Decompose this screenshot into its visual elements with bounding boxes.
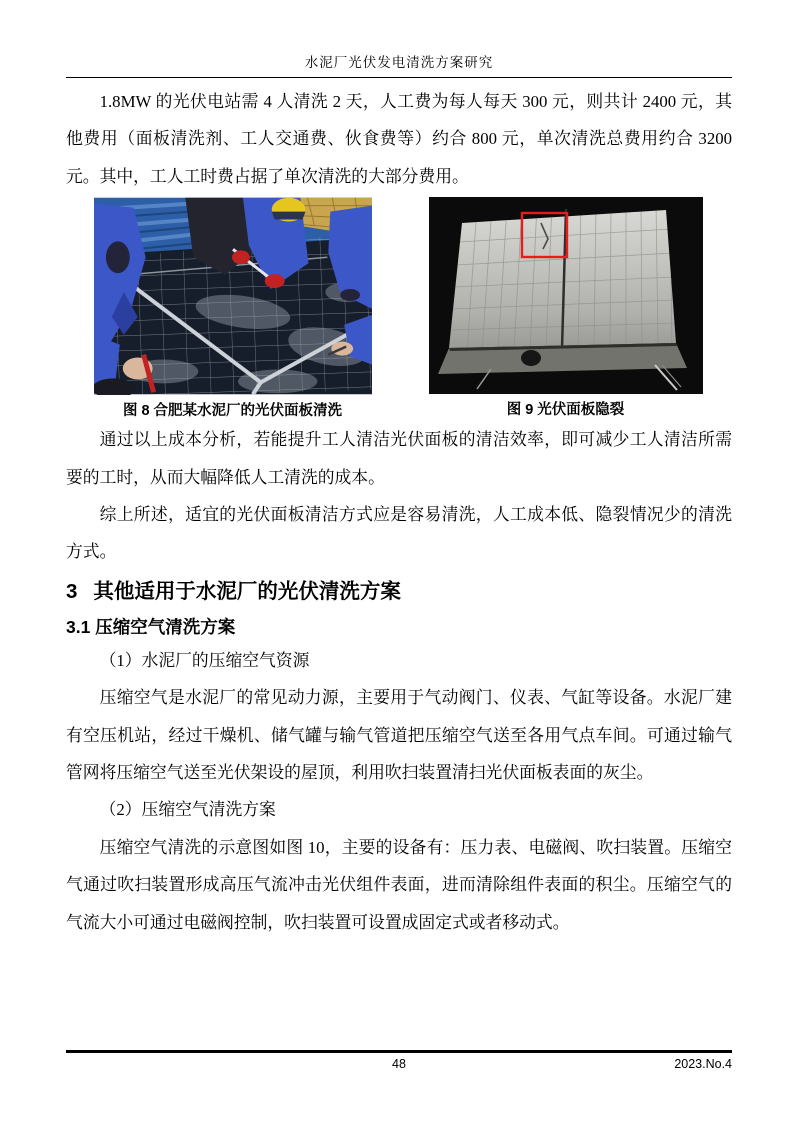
paragraph-cost-summary: 1.8MW 的光伏电站需 4 人清洗 2 天，人工费为每人每天 300 元，则共计 2400 元，其他费用（面板清洗剂、工人交通费、伙食费等）约合 800 元，单次清洗总费用约合 3200 元。其中，工人工时费占据了单次清洗的大部分费用。 xyxy=(66,92,732,186)
list-item-2: （2）压缩空气清洗方案 xyxy=(99,800,276,820)
figure-8-caption: 图 8 合肥某水泥厂的光伏面板清洗 xyxy=(122,403,343,420)
figure-8 xyxy=(66,197,399,421)
page-number: 48 xyxy=(392,1057,406,1071)
page-content xyxy=(66,54,732,941)
photo-panel-microcrack xyxy=(429,197,703,394)
figure-9 xyxy=(399,197,732,421)
figure-row xyxy=(66,197,732,421)
section-3-title: 其他适用于水泥厂的光伏清洗方案 xyxy=(93,579,401,603)
issue-number: 2023.No.4 xyxy=(674,1057,732,1071)
paragraph-conclusion: 综上所述，适宜的光伏面板清洁方式应是容易清洗，人工成本低、隐裂情况少的清洗方式。 xyxy=(66,505,732,562)
paragraph-cost-analysis: 通过以上成本分析，若能提升工人清洁光伏面板的清洁效率，即可减少工人清洁所需要的工时，从而大幅降低人工清洗的成本。 xyxy=(66,430,732,487)
paragraph-compressed-air-resource: 压缩空气是水泥厂的常见动力源，主要用于气动阀门、仪表、气缸等设备。水泥厂建有空压机站，经过干燥机、储气罐与输气管道把压缩空气送至各用气点车间。可通过输气管网将压缩空气送至光伏架设的屋顶，利用吹扫装置清扫光伏面板表面的灰尘。 xyxy=(66,688,732,783)
section-3-number: 3 xyxy=(66,579,78,603)
running-head-title: 水泥厂光伏发电清洗方案研究 xyxy=(304,55,494,70)
section-3-heading xyxy=(66,578,732,606)
page-footer xyxy=(66,1050,732,1072)
footer-divider xyxy=(66,1050,732,1053)
list-item-1: （1）水泥厂的压缩空气资源 xyxy=(99,650,310,670)
footer-text-row xyxy=(66,1056,732,1072)
section-3-1-heading: 3.1 压缩空气清洗方案 xyxy=(66,616,236,637)
paragraph-compressed-air-scheme: 压缩空气清洗的示意图如图 10，主要的设备有：压力表、电磁阀、吹扫装置。压缩空气通过吹扫装置形成高压气流冲击光伏组件表面，进而清除组件表面的积尘。压缩空气的气流大小可通过电磁阀控制，吹扫装置可设置成固定式或者移动式。 xyxy=(66,837,732,932)
photo-panel-cleaning xyxy=(94,197,372,395)
header-divider xyxy=(66,77,732,78)
figure-9-caption: 图 9 光伏面板隐裂 xyxy=(506,402,625,419)
